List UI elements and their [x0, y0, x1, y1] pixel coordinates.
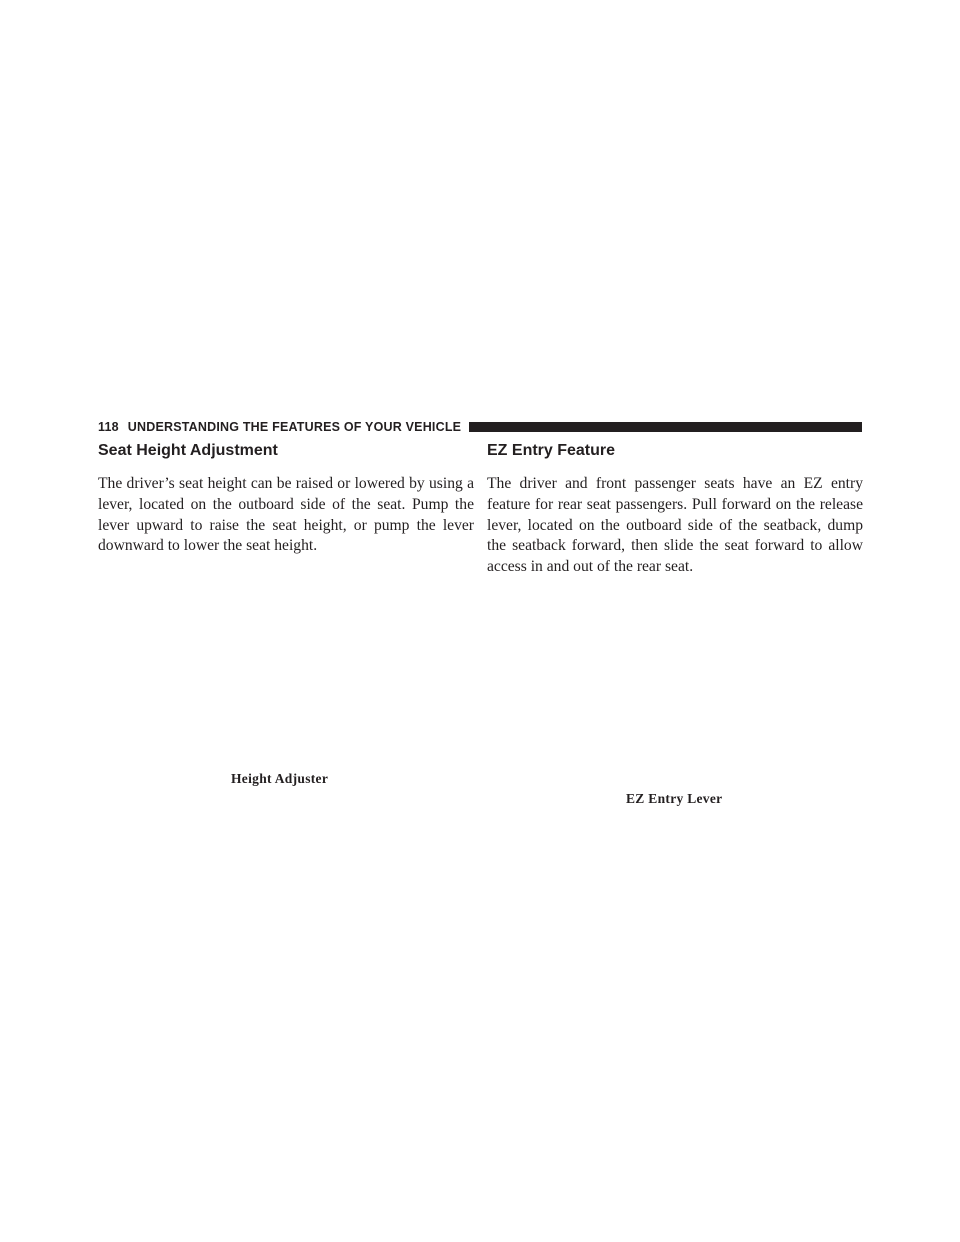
section-heading-ez-entry: EZ Entry Feature	[487, 442, 616, 459]
section-body-ez-entry: The driver and front passenger seats have an EZ entry feature for rear seat passengers. Pull forward on the release lever, located on the outboard side of the seatback, dump the seatback forward, then slide the seat forward to allow access in and out of the rear seat.	[487, 475, 863, 576]
right-column	[487, 442, 863, 578]
left-column	[98, 442, 474, 557]
header-rule	[469, 422, 862, 432]
running-title: UNDERSTANDING THE FEATURES OF YOUR VEHICLE	[127, 420, 462, 434]
figure-caption-ez-entry-lever: EZ Entry Lever	[626, 791, 723, 806]
page-header	[98, 418, 862, 436]
section-body-seat-height: The driver’s seat height can be raised or lowered by using a lever, located on the outboard side of the seat. Pump the lever upward to raise the seat height, or pump the lever downward to lower the seat height.	[98, 475, 474, 555]
page-number: 118	[98, 420, 119, 434]
section-heading-seat-height: Seat Height Adjustment	[98, 442, 278, 459]
figure-caption-height-adjuster: Height Adjuster	[231, 771, 329, 786]
